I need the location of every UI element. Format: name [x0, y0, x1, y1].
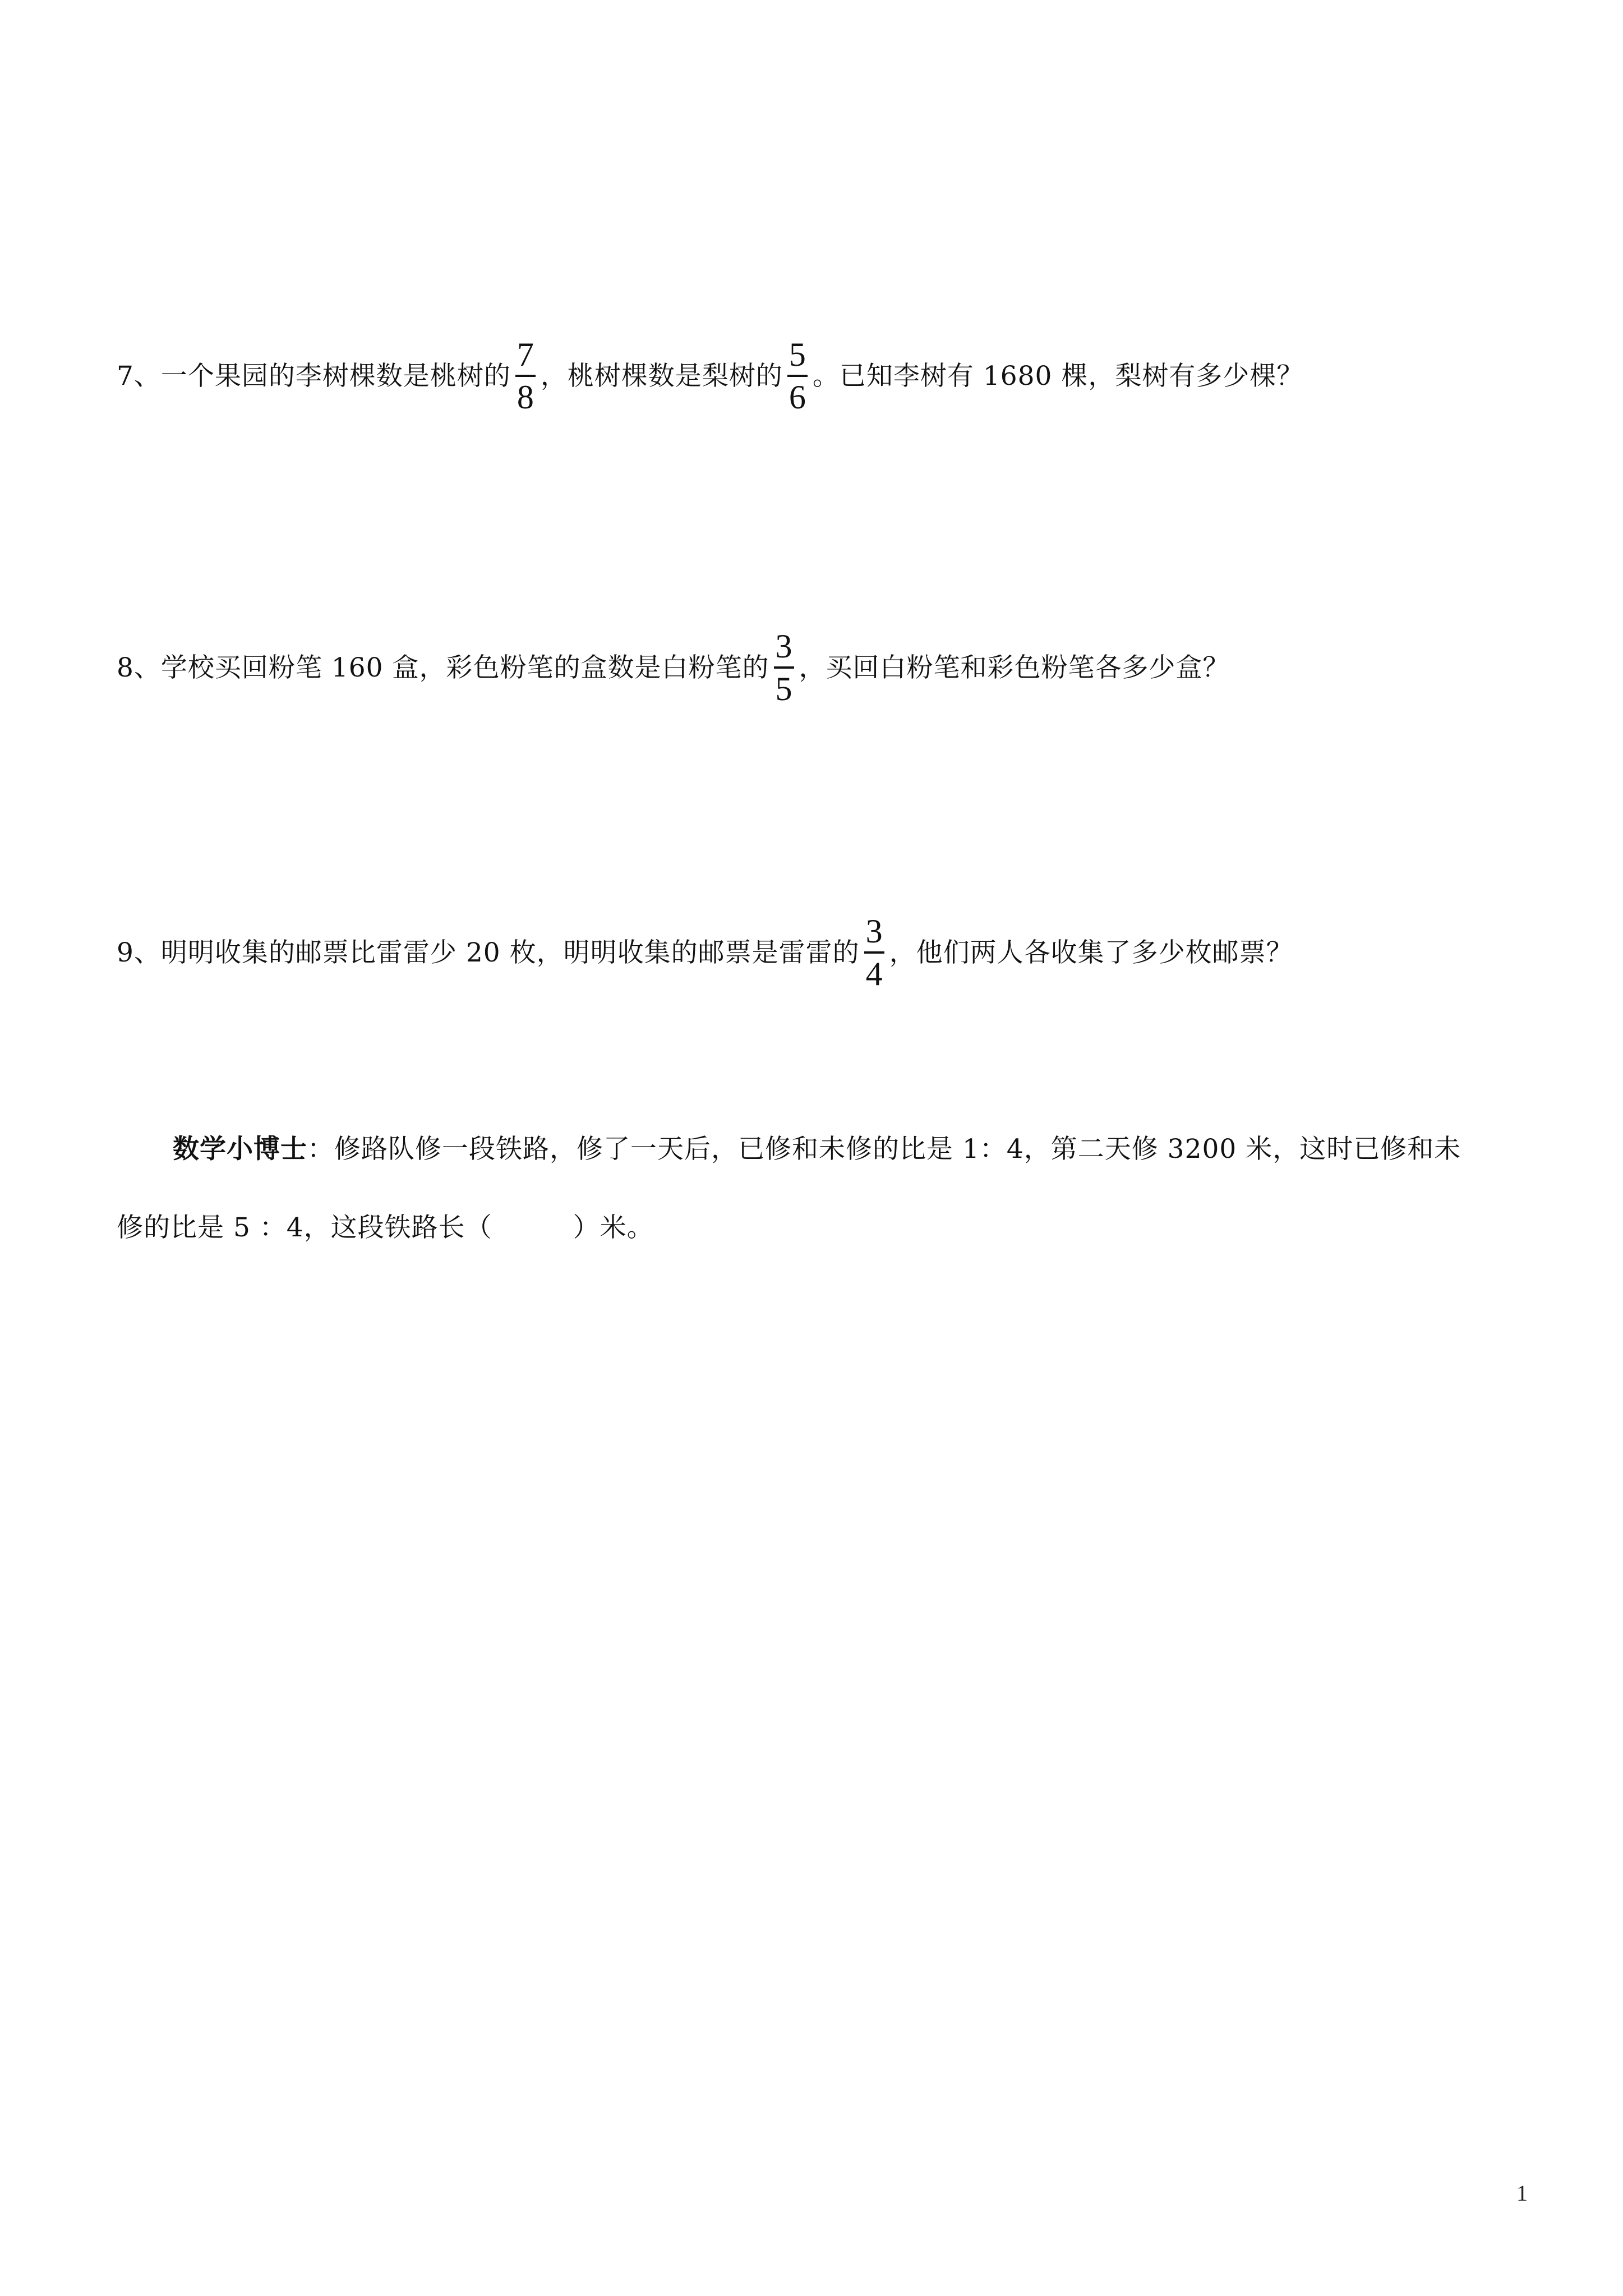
fraction-5-6: [787, 338, 808, 414]
fraction-denominator: 5: [775, 670, 793, 707]
fraction-3-5: [774, 629, 795, 706]
fraction-denominator: 8: [517, 379, 534, 416]
problem-9-text-1: 9、明明收集的邮票比雷雷少 20 枚，明明收集的邮票是雷雷的: [117, 937, 860, 968]
fraction-bar: [864, 951, 884, 954]
fraction-numerator: 5: [789, 336, 806, 373]
fraction-numerator: 7: [517, 336, 534, 373]
problem-8: [117, 628, 1230, 707]
bonus-text-2: 修的比是 5 ：4，这段铁路长（ ）米。: [117, 1212, 654, 1243]
fraction-7-8: [515, 338, 536, 414]
bonus-text-1: ：修路队修一段铁路，修了一天后，已修和未修的比是 1：4，第二天修 3200 米，这时已修和未: [307, 1133, 1461, 1165]
problem-8-text-1: 8、学校买回粉笔 160 盒，彩色粉笔的盒数是白粉笔的: [117, 652, 769, 683]
fraction-bar: [774, 666, 794, 669]
fraction-numerator: 3: [775, 628, 793, 665]
bonus-label: 数学小博士: [173, 1133, 307, 1165]
problem-7-text-3: 。已知李树有 1680 棵，梨树有多少棵？: [812, 360, 1304, 392]
problem-8-text-2: ，买回白粉笔和彩色粉笔各多少盒？: [799, 652, 1230, 683]
fraction-bar: [787, 375, 808, 377]
bonus-problem-line-2: [117, 1188, 654, 1267]
fraction-bar: [515, 375, 536, 377]
page-number: 1: [1516, 2180, 1528, 2206]
problem-9: [117, 913, 1293, 992]
problem-7: [117, 337, 1303, 415]
fraction-numerator: 3: [865, 913, 883, 950]
problem-7-text-2: ，桃树棵数是梨树的: [540, 360, 783, 392]
bonus-problem-line-1: [173, 1110, 1461, 1188]
problem-7-text-1: 7、一个果园的李树棵数是桃树的: [117, 360, 511, 392]
fraction-denominator: 4: [865, 955, 883, 992]
fraction-denominator: 6: [789, 379, 806, 416]
problem-9-text-2: ，他们两人各收集了多少枚邮票？: [889, 937, 1293, 968]
fraction-3-4: [864, 914, 885, 991]
